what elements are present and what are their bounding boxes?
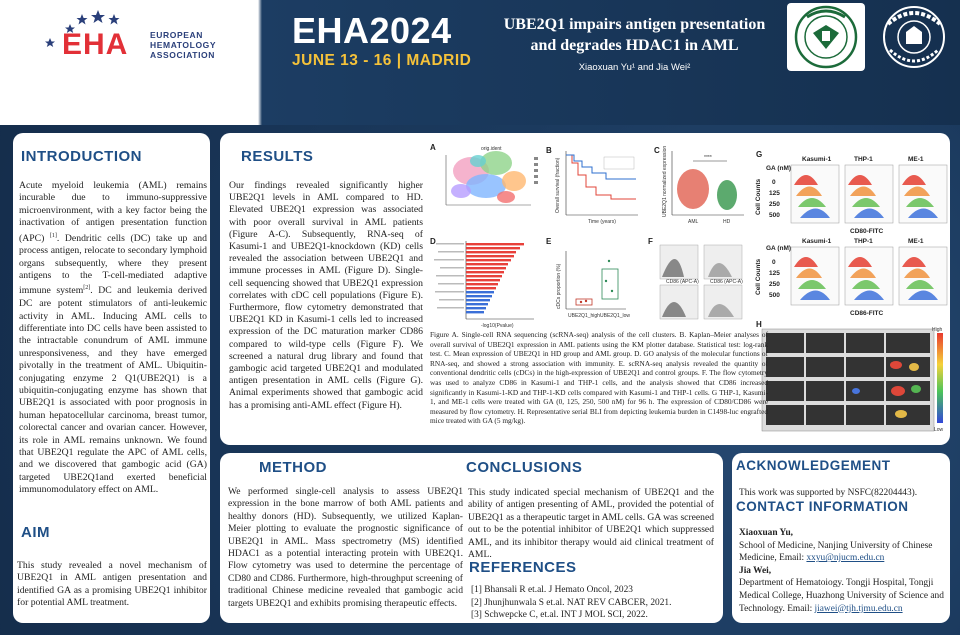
contact-email-1[interactable]: xxyu@njucm.edu.cn: [806, 553, 885, 564]
figure-e-ylabel: cDCs proportion (%): [556, 263, 562, 309]
bli-heat-scale: [937, 333, 943, 423]
figure-label-b: B: [546, 146, 552, 155]
figure-a-title: orig.ident: [481, 146, 502, 152]
svg-text:500: 500: [769, 212, 780, 219]
figure-label-f: F: [648, 237, 653, 246]
contact-email-2[interactable]: jiawei@tjh.tjmu.edu.cn: [814, 603, 903, 614]
aim-text: This study revealed a novel mechanism of UBE2Q1 in AML antigen presentation and identified GA as a promising UBE2Q1 inhibitor for potential AML treatment.: [17, 560, 207, 609]
poster-header: [0, 0, 960, 125]
figure-label-a: A: [430, 143, 436, 152]
acknowledgement-heading: ACKNOWLEDGEMENT: [736, 458, 891, 473]
svg-text:CD80-FITC: CD80-FITC: [850, 228, 884, 235]
figure-f-title-2: CD86 (APC-A): [710, 279, 743, 285]
go-bar-chart: [434, 241, 534, 319]
svg-text:GA (nM): GA (nM): [766, 245, 792, 252]
svg-text:500: 500: [769, 292, 780, 299]
flow-cytometry-cd80-panel: [755, 156, 947, 235]
method-heading: METHOD: [259, 459, 327, 476]
results-figure-caption: Figure A. Single-cell RNA sequencing (scRNA-seq) analysis of the cell clusters. B. Kaplan–Meier analyses of overall survival of UBE2Q1 expression in AML patients using the KM plotter database. Statistical test: log-rank test. C. Mean expression of UBE2Q1 in HD group and AML group. D. GO analysis of the molecular functions of RNA-seq, and showed a strong association with immunity. E. scRNA-seq analysis revealed the quantity of conventional dendritic cells (cDCs) in the high-expression of UBE2Q1 and control groups. F. The flow cytometry was used to analyze CD86 in Kasumi-1 and THP-1 cells, and the analysis showed that CD86 increased significantly in Kasumi-1-KD and THP-1-KD cells compared with Kasumi-1 and THP-1 cells. G THP-1, Kasumi-1, and ME-1 cells were treated with GA (0, 125, 250, 500 nM) for 96 h. The expression of CD80/CD86 were measured by flow cytometry. H. Representative serial BLI from depicting leukemia burden in C1498-luc engrafted mice treated with GA (5 mg/kg).: [430, 330, 768, 426]
contact-heading: CONTACT INFORMATION: [736, 499, 909, 514]
method-conclusions-panel: [220, 453, 723, 623]
contact-panel: [732, 453, 950, 623]
conclusions-heading: CONCLUSIONS: [466, 459, 583, 476]
svg-text:125: 125: [769, 190, 780, 197]
introduction-heading: INTRODUCTION: [21, 148, 142, 165]
svg-text:0: 0: [772, 179, 776, 186]
figure-c-ylabel: UBE2Q1 normalized expression: [662, 145, 668, 217]
poster-authors: Xiaoxuan Yu¹ and Jia Wei²: [578, 62, 691, 73]
figure-b-ylabel: Overall survival (fraction): [555, 157, 561, 213]
contact-name-1: Xiaoxuan Yu,: [739, 528, 794, 538]
figure-b-xlabel: Time (years): [588, 219, 616, 225]
introduction-panel: [13, 133, 210, 623]
references-heading: REFERENCES: [469, 559, 577, 576]
svg-text:CD86-FITC: CD86-FITC: [850, 310, 884, 317]
figure-e-group-low: UBE2Q1_low: [600, 313, 631, 319]
reference-item: [3] Schwepcke C, et.al. INT J MOL SCI, 2022.: [471, 610, 648, 621]
results-panel: [220, 133, 950, 445]
svg-text:GA (nM): GA (nM): [766, 165, 792, 172]
university-seal-logo: [870, 2, 958, 72]
svg-text:ME-1: ME-1: [908, 238, 924, 245]
figure-c-stat: ****: [704, 155, 712, 161]
svg-text:250: 250: [769, 281, 780, 288]
references-list: [471, 584, 717, 622]
conference-dates: JUNE 13 - 16 | MADRID: [292, 52, 472, 69]
contact-details: [739, 527, 949, 615]
aim-heading: AIM: [21, 524, 50, 541]
svg-text:125: 125: [769, 270, 780, 277]
contact-affiliation-2: Department of Hematoiogy. Tongji Hospital, Tongji Medical College, Huazhong University of Science and Technology. Email: jiawei@tjh.tjmu.edu.cn: [739, 578, 944, 614]
figure-e-group-high: UBE2Q1_high: [568, 313, 600, 319]
figure-f-title-1: CD86 (APC-A): [666, 279, 699, 285]
eha-full-name: EUROPEAN HEMATOLOGY ASSOCIATION: [150, 30, 216, 60]
contact-affiliation-1: School of Medicine, Nanjing University of Chinese Medicine, Email: xxyu@njucm.edu.cn: [739, 540, 933, 564]
reference-item: [2] Jhunjhunwala S et.al. NAT REV CABCER, 2021.: [471, 597, 672, 608]
flow-cytometry-cd86-panel: [755, 238, 947, 317]
results-heading: RESULTS: [241, 148, 314, 165]
figure-label-g: G: [756, 150, 763, 159]
reference-item: [1] Bhansali R et.al. J Hemato Oncol, 2023: [471, 585, 633, 595]
km-survival-curves: [566, 151, 638, 215]
figure-label-e: E: [546, 237, 552, 246]
figure-d-xlabel: -log10(Pvalue): [481, 323, 514, 329]
conclusions-text: This study indicated special mechanism of UBE2Q1 and the ability of antigen presenting of AML, provided the potential of UBE2Q1 as a therapeutic target in AML cells. GA was screened out to be the potential inhibitor of UBE2Q1 which suppressed AML, and its inhibitor therapy would aid clinical treatment of AML.: [468, 487, 714, 561]
svg-text:Kasumi-1: Kasumi-1: [802, 238, 832, 245]
svg-text:Cell Counts: Cell Counts: [755, 178, 762, 215]
poster-title: UBE2Q1 impairs antigen presentation and degrades HDAC1 in AML: [503, 16, 766, 54]
svg-text:THP-1: THP-1: [854, 238, 873, 245]
figure-label-h: H: [756, 320, 762, 329]
acknowledgement-text: This work was supported by NSFC(82204443).: [739, 488, 918, 498]
figure-label-d: D: [430, 237, 436, 246]
introduction-text: Acute myeloid leukemia (AML) remains incurable due to immuno-suppressive microenvironment, with a key factor being the inactivation of antigen presentation function (APC) [1]. Dendritic cells (DC) take up and process antigen, relocate to secondary lymphoid organs subsequently, where they present antigens to the T-cell-mediated adaptive immune system[2]. DC and leukemia derived DC are potent stimulators of anti-leukemic activity in AML. Inducing AML cells to differentiate into DC cells have been assisted to the intractable conundrum of AML immune unresponsiveness, and they have emerged pivotally in the treatment of AML. Ubiquitin-conjugating enzyme 2 Q1(UBE2Q1) is a ubiquitin-conjugating enzyme has shown that UBE2Q1 is associated with poor prognosis in human hepatocellular carcinoma, breast tumor, colorectal cancer and ovarian cancer. However, its role in AML remains unknown. We found that UBE2Q1 regulate the APC of AML cells, and we discovered that gambogic acid (GA) targeted UBE2Q1and exerted beneficial immunomodulatory effect on AML.: [19, 180, 207, 496]
conference-name: EHA2024: [292, 10, 452, 51]
svg-text:Cell Counts: Cell Counts: [755, 258, 762, 295]
svg-text:ME-1: ME-1: [908, 156, 924, 163]
eha-wordmark: EHA: [62, 28, 129, 61]
tongji-hospital-logo: [787, 3, 865, 71]
svg-text:Kasumi-1: Kasumi-1: [802, 156, 832, 163]
bli-mouse-images: [762, 329, 934, 431]
results-text: Our findings revealed significantly higher UBE2Q1 levels in AML compared to HD. Elevated UBE2Q1 expression was associated with poor overall survival in AML patients (Figure A-C). Subsequently, RNA-seq of Kasumi-1 and UBE2Q1-knockdown (KD) cells revealed the association between UBE2Q1 and immune processes in AML (Figure D). Single-cell sequencing showed that UBE2Q1 expression correlates with cDC cell populations (Figure E). Furthermore, flow cytometry demonstrated that UBE2Q1 KD in Kasumi-1 cells led to increased expression of the DC maturation marker CD86 compared to wild-type cells (Figure F). We screened a natural drug library and found that gambogic acid targeted UBE2Q1 and modulated antigen presentation in AML cells (Figure G). Animal experiments showed that gambogic acid has a promising anti-AML effect (Figure H).: [229, 180, 423, 411]
figure-label-c: C: [654, 146, 660, 155]
figure-c-group-aml: AML: [688, 219, 699, 225]
cdc-proportion-plot: [566, 251, 626, 309]
figure-c-group-hd: HD: [723, 219, 731, 225]
svg-text:0: 0: [772, 259, 776, 266]
contact-name-2: Jia Wei,: [739, 565, 772, 576]
svg-text:250: 250: [769, 201, 780, 208]
umap-scatter: [451, 151, 526, 203]
method-text: We performed single-cell analysis to assess UBE2Q1 expression in the bone marrow of both AML patients and healthy donors (HD). Subsequently, we utilized Kaplan-Meier plotting to evaluate the prognostic significance of UBE2Q1 in AML. Mass spectrometry (MS) identified HDAC1 as a potential interacting protein with UBE2Q1. Flow cytometry was used to determine the percentage of CD80 and CD86. Furthermore, high-throughput screening of traditional Chinese medicine revealed that gambogic acid targets UBE2Q1 and exhibits promising therapeutic effects.: [228, 486, 463, 609]
svg-text:THP-1: THP-1: [854, 156, 873, 163]
bli-scale-high: High: [932, 327, 943, 333]
bli-scale-low: Low: [934, 427, 944, 433]
